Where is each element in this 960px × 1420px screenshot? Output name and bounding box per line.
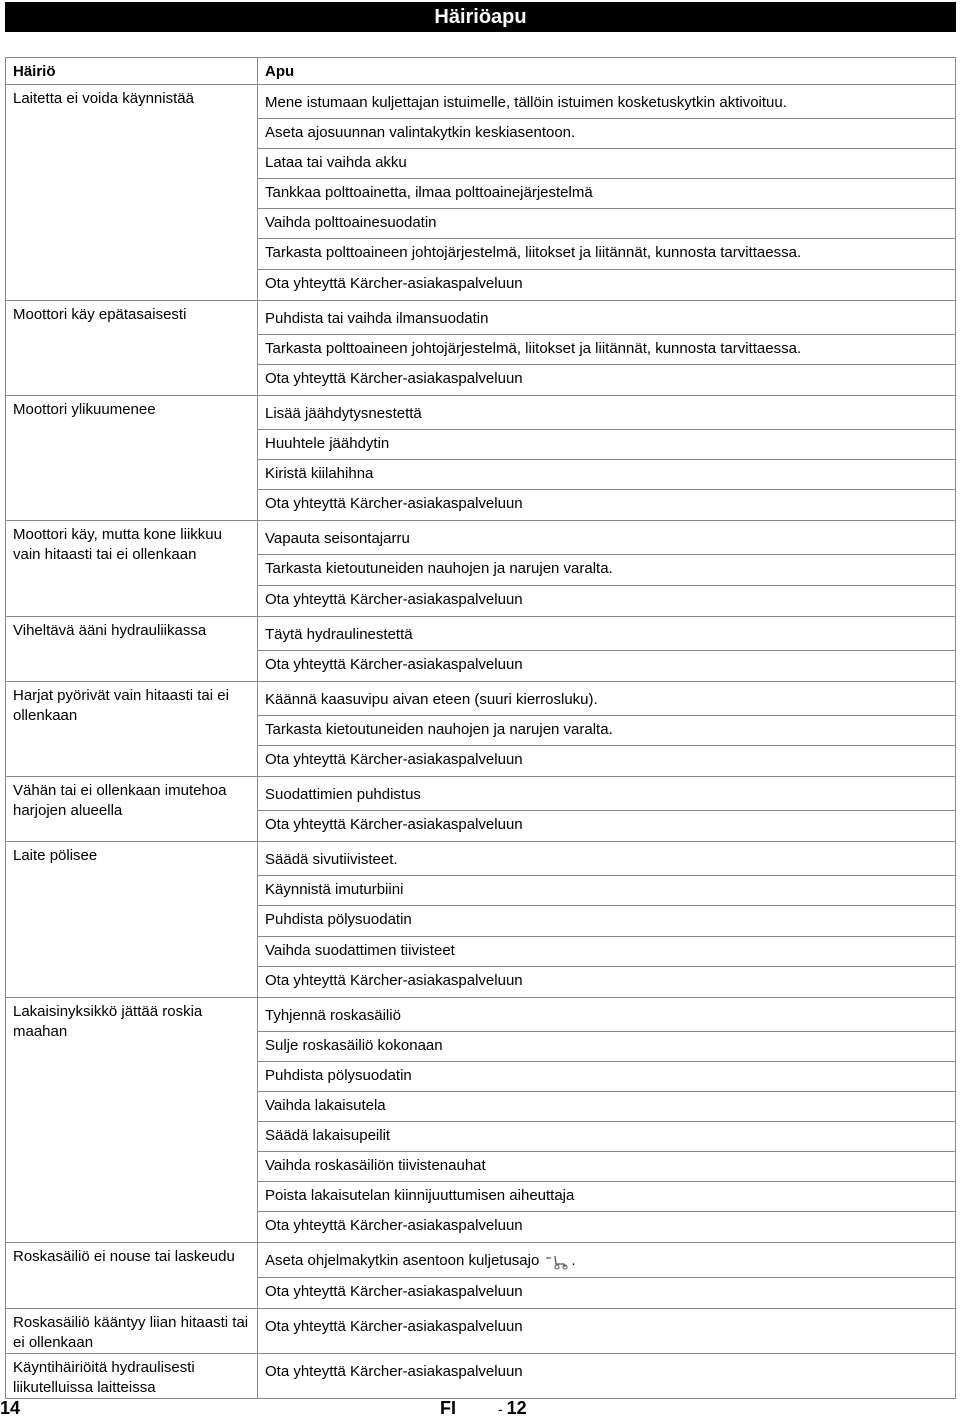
help-item [258, 209, 955, 239]
transport-drive-icon [545, 1254, 571, 1270]
language-code: FI [440, 1398, 456, 1418]
help-item [258, 586, 955, 616]
help-item-text: Ota yhteyttä Kärcher-asiakaspalveluun [265, 816, 523, 834]
help-item [258, 811, 955, 841]
fault-cell: Käyntihäiriöitä hydraulisesti liikutelluissa laitteissa [6, 1353, 258, 1398]
icon-suffix: . [571, 1252, 576, 1270]
help-item [258, 1182, 955, 1212]
table-row [6, 681, 956, 776]
table-row [6, 300, 956, 395]
help-item [258, 1247, 955, 1277]
help-item-text: Vaihda polttoainesuodatin [265, 214, 437, 232]
help-item-text: Ota yhteyttä Kärcher-asiakaspalveluun [265, 495, 523, 513]
help-item [258, 651, 955, 681]
help-item-text: Lataa tai vaihda akku [265, 154, 407, 172]
help-item [258, 1032, 955, 1062]
troubleshooting-table [5, 57, 956, 1399]
help-item [258, 781, 955, 811]
help-item-text: Ota yhteyttä Kärcher-asiakaspalveluun [265, 590, 523, 608]
help-item-text: Vaihda lakaisutela [265, 1097, 386, 1114]
fault-cell: Roskasäiliö ei nouse tai laskeudu [6, 1243, 258, 1308]
fault-cell: Viheltävä ääni hydrauliikassa [6, 616, 258, 681]
help-item [258, 1092, 955, 1122]
table-row [6, 521, 956, 616]
help-cell [258, 85, 956, 301]
help-item-text: Säädä lakaisupeilit [265, 1127, 391, 1145]
help-cell [258, 300, 956, 395]
help-item-text: Vaihda suodattimen tiivisteet [265, 941, 455, 959]
help-item [258, 846, 955, 876]
help-item-text: Tankkaa polttoainetta, ilmaa polttoainejärjestelmä [265, 184, 593, 202]
page-number: 14 [0, 1398, 21, 1418]
table-row [6, 1308, 956, 1353]
help-item [258, 460, 955, 490]
help-item [258, 1152, 955, 1182]
help-item [258, 239, 955, 269]
help-item [258, 1278, 955, 1308]
help-item [258, 1212, 955, 1242]
help-cell [258, 521, 956, 616]
help-item-text: Lisää jäähdytysnestettä [265, 404, 422, 422]
fault-cell: Lakaisinyksikkö jättää roskia maahan [6, 997, 258, 1243]
help-item [258, 1062, 955, 1092]
help-cell [258, 997, 956, 1243]
help-item [258, 906, 955, 936]
help-cell [258, 777, 956, 842]
help-item-text: Vaihda roskasäiliön tiivistenauhat [265, 1157, 486, 1175]
help-item-text: Puhdista pölysuodatin [265, 911, 412, 929]
help-item-text: Ota yhteyttä Kärcher-asiakaspalveluun [265, 1362, 523, 1380]
help-item [258, 967, 955, 997]
help-item [258, 525, 955, 555]
help-item [258, 400, 955, 430]
help-item-text: Ota yhteyttä Kärcher-asiakaspalveluun [265, 1282, 523, 1300]
fault-cell: Laitetta ei voida käynnistää [6, 85, 258, 301]
help-item [258, 686, 955, 716]
help-cell [258, 1243, 956, 1308]
help-item [258, 119, 955, 149]
help-item-text: Tarkasta kietoutuneiden nauhojen ja narujen varalta. [265, 560, 613, 578]
help-cell [258, 681, 956, 776]
fault-cell: Moottori käy, mutta kone liikkuu vain hitaasti tai ei ollenkaan [6, 521, 258, 616]
help-item-text: Ota yhteyttä Kärcher-asiakaspalveluun [265, 750, 523, 768]
table-row [6, 1243, 956, 1308]
page-title: Häiriöapu [5, 2, 956, 32]
help-item-text: Puhdista tai vaihda ilmansuodatin [265, 309, 489, 327]
help-cell [258, 1353, 956, 1398]
help-item [258, 430, 955, 460]
help-column-header: Apu [258, 58, 956, 85]
help-cell [258, 616, 956, 681]
table-row [6, 85, 956, 301]
help-item-text: Ota yhteyttä Kärcher-asiakaspalveluun [265, 1217, 523, 1235]
help-item-text: Säädä sivutiivisteet. [265, 851, 398, 869]
help-item-text: Ota yhteyttä Kärcher-asiakaspalveluun [265, 655, 523, 673]
table-row [6, 842, 956, 997]
help-item [258, 179, 955, 209]
help-item-text: Puhdista pölysuodatin [265, 1066, 412, 1084]
help-item-text: Tyhjennä roskasäiliö [265, 1006, 401, 1024]
sub-page-value: 12 [506, 1398, 527, 1418]
help-item-text: Suodattimien puhdistus [265, 786, 421, 804]
fault-cell: Harjat pyörivät vain hitaasti tai ei ollenkaan [6, 681, 258, 776]
help-item-text: Käännä kaasuvipu aivan eteen (suuri kierrosluku). [265, 690, 598, 708]
help-item-text: Ota yhteyttä Kärcher-asiakaspalveluun [265, 369, 523, 387]
help-item-text: Ota yhteyttä Kärcher-asiakaspalveluun [265, 274, 523, 292]
help-cell [258, 1308, 956, 1353]
help-cell [258, 395, 956, 520]
help-item-text: Aseta ajosuunnan valintakytkin keskiasentoon. [265, 124, 576, 142]
help-item [258, 876, 955, 906]
table-row [6, 777, 956, 842]
table-header-row [6, 58, 956, 85]
table-row [6, 395, 956, 520]
help-item [258, 1002, 955, 1032]
help-item [258, 365, 955, 395]
help-item [258, 746, 955, 776]
help-cell [258, 842, 956, 997]
help-item [258, 1122, 955, 1152]
help-item-text: Täytä hydraulinestettä [265, 625, 413, 643]
help-item-text: Ota yhteyttä Kärcher-asiakaspalveluun [265, 971, 523, 989]
help-item-text: Aseta ohjelmakytkin asentoon kuljetusajo [265, 1252, 540, 1270]
help-item [258, 621, 955, 651]
help-item-text: Ota yhteyttä Kärcher-asiakaspalveluun [265, 1317, 523, 1335]
help-item [258, 716, 955, 746]
help-item-text: Huuhtele jäähdytin [265, 435, 390, 453]
table-row [6, 997, 956, 1243]
fault-cell: Moottori käy epätasaisesti [6, 300, 258, 395]
help-item [258, 335, 955, 365]
help-item-text: Poista lakaisutelan kiinnijuuttumisen aiheuttaja [265, 1187, 575, 1205]
table-body [6, 85, 956, 1399]
help-item [258, 1313, 955, 1343]
help-item-text: Tarkasta polttoaineen johtojärjestelmä, liitokset ja liitännät, kunnosta tarvittaessa. [265, 339, 802, 357]
help-item-text: Tarkasta kietoutuneiden nauhojen ja narujen varalta. [265, 720, 613, 738]
fault-cell: Vähän tai ei ollenkaan imutehoa harjojen alueella [6, 777, 258, 842]
fault-cell: Moottori ylikuumenee [6, 395, 258, 520]
table-row [6, 1353, 956, 1398]
help-item-text: Kiristä kiilahihna [265, 465, 374, 483]
help-item [258, 89, 955, 119]
help-item [258, 270, 955, 300]
fault-cell: Roskasäiliö kääntyy liian hitaasti tai ei ollenkaan [6, 1308, 258, 1353]
help-item-text: Vapauta seisontajarru [265, 530, 410, 548]
fault-column-header: Häiriö [6, 58, 258, 85]
help-item-text: Mene istumaan kuljettajan istuimelle, tällöin istuimen kosketuskytkin aktivoituu. [265, 94, 787, 111]
help-item [258, 490, 955, 520]
help-item [258, 149, 955, 179]
help-item [258, 937, 955, 967]
fault-cell: Laite pölisee [6, 842, 258, 997]
help-item-text: Käynnistä imuturbiini [265, 881, 404, 899]
sub-page-number [498, 1398, 527, 1419]
help-item-text: Tarkasta polttoaineen johtojärjestelmä, liitokset ja liitännät, kunnosta tarvittaessa. [265, 244, 802, 262]
help-item [258, 555, 955, 585]
sub-page-dash: - [498, 1401, 503, 1417]
table-row [6, 616, 956, 681]
help-item-text: Sulje roskasäiliö kokonaan [265, 1036, 443, 1054]
help-item [258, 1358, 955, 1388]
help-item [258, 305, 955, 335]
